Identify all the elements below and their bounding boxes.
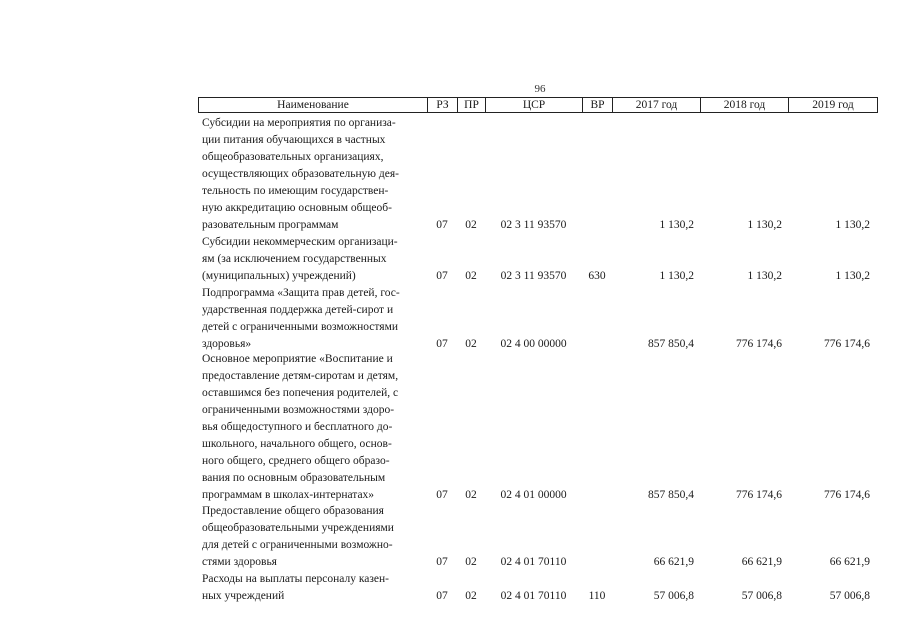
row-name-line: Расходы на выплаты персоналу казен- bbox=[202, 573, 389, 585]
row-name-line: стями здоровья bbox=[202, 556, 277, 568]
cell-rz: 07 bbox=[436, 556, 448, 568]
cell-pr: 02 bbox=[465, 590, 477, 602]
row-name-line: общеобразовательных организациях, bbox=[202, 151, 384, 163]
row-name-line: ных учреждений bbox=[202, 590, 285, 602]
cell-y2017: 57 006,8 bbox=[653, 590, 694, 602]
header-2018: 2018 год bbox=[701, 98, 789, 112]
cell-pr: 02 bbox=[465, 556, 477, 568]
cell-y2017: 857 850,4 bbox=[648, 338, 694, 350]
row-name-line: ограниченными возможностями здоро- bbox=[202, 404, 395, 416]
row-name-line: Предоставление общего образования bbox=[202, 505, 384, 517]
table-row bbox=[198, 571, 878, 605]
row-name-line: Субсидии на мероприятия по организа- bbox=[202, 117, 396, 129]
cell-rz: 07 bbox=[436, 270, 448, 282]
row-values bbox=[198, 487, 878, 504]
row-name-line: (муниципальных) учреждений) bbox=[202, 270, 356, 282]
row-name-line: для детей с ограниченными возможно- bbox=[202, 539, 393, 551]
cell-vr: 110 bbox=[588, 590, 606, 602]
header-rz: РЗ bbox=[428, 98, 458, 112]
row-name-line: ного общего, среднего общего образо- bbox=[202, 455, 390, 467]
header-vr: ВР bbox=[583, 98, 613, 112]
cell-y2019: 776 174,6 bbox=[824, 338, 870, 350]
cell-y2019: 1 130,2 bbox=[835, 219, 870, 231]
cell-y2018: 1 130,2 bbox=[747, 219, 782, 231]
cell-y2019: 66 621,9 bbox=[829, 556, 870, 568]
row-values bbox=[198, 554, 878, 571]
row-name-line: предоставление детям-сиротам и детям, bbox=[202, 370, 399, 382]
cell-y2018: 776 174,6 bbox=[736, 489, 782, 501]
cell-csr: 02 4 00 00000 bbox=[500, 338, 567, 350]
row-name-line: ударственная поддержка детей-сирот и bbox=[202, 304, 394, 316]
cell-y2019: 1 130,2 bbox=[835, 270, 870, 282]
row-values bbox=[198, 588, 878, 605]
cell-y2018: 57 006,8 bbox=[741, 590, 782, 602]
header-2019: 2019 год bbox=[812, 99, 854, 111]
cell-rz: 07 bbox=[436, 489, 448, 501]
cell-csr: 02 3 11 93570 bbox=[500, 219, 567, 231]
row-name-line: детей с ограниченными возможностями bbox=[202, 321, 399, 333]
row-name-line: оставшимся без попечения родителей, с bbox=[202, 387, 399, 399]
cell-csr: 02 4 01 00000 bbox=[500, 489, 567, 501]
cell-rz: 07 bbox=[436, 338, 448, 350]
row-values bbox=[198, 217, 878, 234]
cell-csr: 02 3 11 93570 bbox=[500, 270, 567, 282]
cell-y2018: 776 174,6 bbox=[736, 338, 782, 350]
row-name-line: тельность по имеющим государствен- bbox=[202, 185, 389, 197]
row-name bbox=[202, 351, 425, 504]
table-row bbox=[198, 115, 878, 234]
cell-pr: 02 bbox=[465, 219, 477, 231]
header-pr: ПР bbox=[458, 98, 486, 112]
cell-pr: 02 bbox=[465, 270, 477, 282]
cell-y2017: 66 621,9 bbox=[653, 556, 694, 568]
row-name-line: ции питания обучающихся в частных bbox=[202, 134, 386, 146]
cell-rz: 07 bbox=[436, 590, 448, 602]
row-name-line: вания по основным образовательным bbox=[202, 472, 386, 484]
row-name-line: программам в школах-интернатах» bbox=[202, 489, 375, 501]
cell-vr: 630 bbox=[588, 270, 606, 282]
row-name-line: разовательным программам bbox=[202, 219, 339, 231]
row-name-line: вья общедоступного и бесплатного до- bbox=[202, 421, 393, 433]
header-2017: 2017 год bbox=[613, 98, 701, 112]
header-name: Наименование bbox=[199, 98, 428, 112]
cell-y2018: 66 621,9 bbox=[741, 556, 782, 568]
row-name-line: Подпрограмма «Защита прав детей, гос- bbox=[202, 287, 400, 299]
row-name-line: Субсидии некоммерческим организаци- bbox=[202, 236, 398, 248]
header-csr: ЦСР bbox=[486, 98, 583, 112]
table-row bbox=[198, 351, 878, 504]
cell-y2018: 1 130,2 bbox=[747, 270, 782, 282]
cell-csr: 02 4 01 70110 bbox=[500, 590, 567, 602]
cell-pr: 02 bbox=[465, 338, 477, 350]
page-number: 96 bbox=[534, 83, 546, 95]
cell-y2019: 776 174,6 bbox=[824, 489, 870, 501]
row-name-line: ную аккредитацию основным общеоб- bbox=[202, 202, 392, 214]
cell-rz: 07 bbox=[436, 219, 448, 231]
cell-y2017: 857 850,4 bbox=[648, 489, 694, 501]
cell-csr: 02 4 01 70110 bbox=[500, 556, 567, 568]
row-name-line: осуществляющих образовательную дея- bbox=[202, 168, 399, 180]
row-name-line: общеобразовательными учреждениями bbox=[202, 522, 394, 534]
cell-y2017: 1 130,2 bbox=[659, 270, 694, 282]
cell-y2019: 57 006,8 bbox=[829, 590, 870, 602]
row-values bbox=[198, 268, 878, 285]
row-name-line: здоровья» bbox=[202, 338, 252, 350]
table-row bbox=[198, 503, 878, 571]
table-row bbox=[198, 234, 878, 285]
cell-pr: 02 bbox=[465, 489, 477, 501]
row-name-line: школьного, начального общего, основ- bbox=[202, 438, 392, 450]
row-name-line: Основное мероприятие «Воспитание и bbox=[202, 353, 393, 365]
table-header bbox=[198, 97, 878, 113]
cell-y2017: 1 130,2 bbox=[659, 219, 694, 231]
table-row bbox=[198, 285, 878, 353]
row-name-line: ям (за исключением государственных bbox=[202, 253, 387, 265]
